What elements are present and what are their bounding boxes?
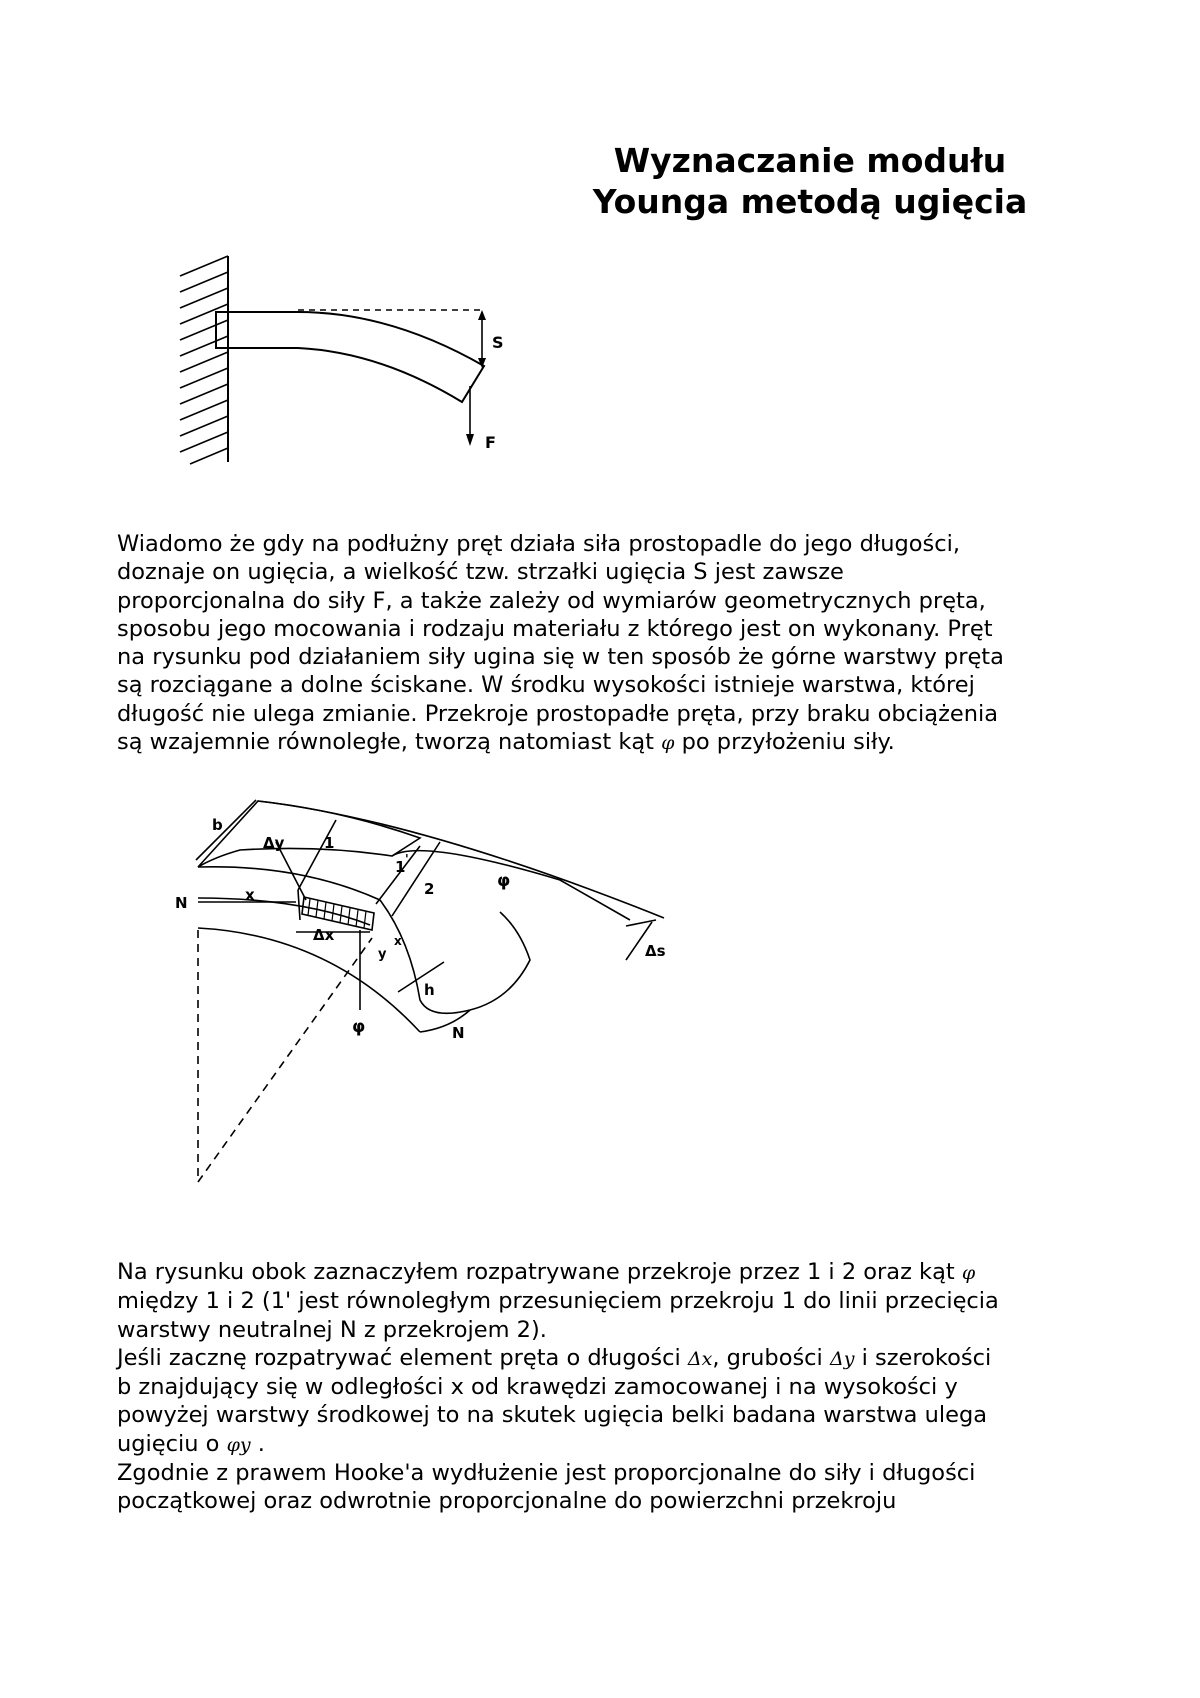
paragraph-1-line: są wzajemnie równoległe, tworzą natomiast kąt φ po przyłożeniu siły.	[117, 729, 895, 756]
paragraph-2-line: powyżej warstwy środkowej to na skutek ugięcia belki badana warstwa ulega	[117, 1402, 988, 1429]
paragraph-1-line: są rozciągane a dolne ściskane. W środku wysokości istnieje warstwa, której	[117, 672, 975, 699]
paragraph-2-line: między 1 i 2 (1' jest równoległym przesunięciem przekroju 1 do linii przecięcia	[117, 1288, 999, 1315]
paragraph-2-line: warstwy neutralnej N z przekrojem 2).	[117, 1316, 547, 1343]
element-hatch	[308, 899, 366, 928]
label-ds: Δs	[645, 942, 666, 960]
paragraph-2-line: początkowej oraz odwrotnie proporcjonalne do powierzchni przekroju	[117, 1488, 897, 1515]
paragraph-1-line: Wiadomo że gdy na podłużny pręt działa siła prostopadle do jego długości,	[117, 531, 961, 557]
paragraph-1-line: doznaje on ugięcia, a wielkość tzw. strzałki ugięcia S jest zawsze	[117, 559, 844, 586]
label-1: 1	[324, 834, 335, 852]
page-title	[560, 140, 1060, 222]
bent-beam-figure	[196, 800, 664, 1182]
label-2: 2	[424, 880, 435, 898]
paragraph-2-line: b znajdujący się w odległości x od krawędzi zamocowanej i na wysokości y	[117, 1374, 958, 1401]
beam-outline	[216, 312, 484, 402]
title-line-1: Wyznaczanie modułu	[613, 141, 1007, 180]
delta-x-symbol: Δx	[687, 1347, 713, 1370]
paragraph-2-line: ugięciu o φy .	[117, 1430, 265, 1457]
label-s: S	[492, 333, 504, 352]
title-line-2: Younga metodą ugięcia	[592, 182, 1028, 221]
label-n-bottom: N	[452, 1024, 465, 1042]
paragraph-1	[117, 530, 1117, 757]
paragraph-2	[117, 1258, 1117, 1516]
paragraph-1-line: na rysunku pod działaniem siły ugina się w ten sposób że górne warstwy pręta	[117, 644, 1004, 671]
label-1-prime: 1	[395, 858, 406, 876]
phi-symbol: φ	[961, 1262, 976, 1284]
label-x-small: x	[394, 934, 402, 948]
paragraph-1-line: długość nie ulega zmianie. Przekroje prostopadłe pręta, przy braku obciążenia	[117, 700, 999, 727]
label-dx: Δx	[313, 926, 335, 944]
label-b: b	[212, 816, 223, 834]
paragraph-2-line: Zgodnie z prawem Hooke'a wydłużenie jest proporcjonalne do siły i długości	[117, 1460, 976, 1487]
label-x: x	[245, 886, 255, 904]
label-y-small: y	[378, 947, 387, 962]
phi-symbol: φ	[661, 732, 675, 755]
label-phi-top: φ	[497, 871, 511, 891]
wall-hatching	[180, 256, 228, 464]
paragraph-1-line: sposobu jego mocowania i rodzaju materiału z którego jest on wykonany. Pręt	[117, 615, 993, 642]
label-prime-mark: '	[405, 852, 409, 866]
paragraph-1-line: proporcjonalna do siły F, a także zależy od wymiarów geometrycznych pręta,	[117, 587, 986, 614]
delta-y-symbol: Δy	[829, 1347, 855, 1370]
phi-y-symbol: φy	[226, 1433, 251, 1456]
paragraph-2-line: Jeśli zacznę rozpatrywać element pręta o długości Δx, grubości Δy i szerokości	[117, 1344, 992, 1371]
label-h: h	[424, 981, 435, 999]
label-n-left: N	[175, 894, 188, 912]
label-phi-bottom: φ	[352, 1017, 366, 1037]
label-dy: Δy	[263, 834, 285, 852]
label-f: F	[485, 433, 496, 452]
paragraph-2-line: Na rysunku obok zaznaczyłem rozpatrywane przekroje przez 1 i 2 oraz kąt φ	[117, 1259, 976, 1285]
